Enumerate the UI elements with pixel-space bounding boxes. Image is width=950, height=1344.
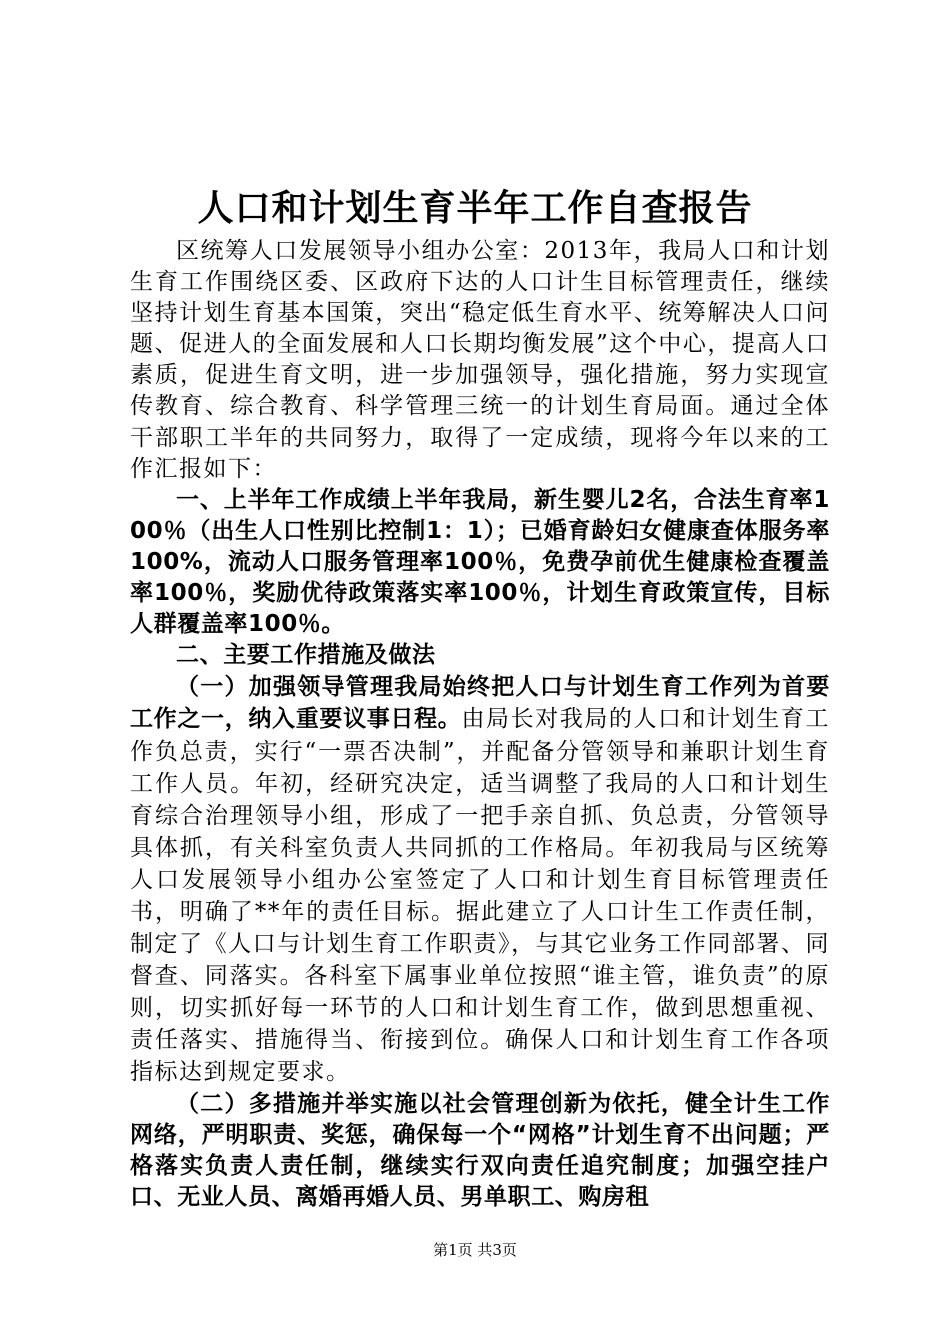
document-body [130,236,830,1213]
intro-paragraph: 区统筹人口发展领导小组办公室：2013年，我局人口和计划生育工作围绕区委、区政府下达的人口计生目标管理责任，继续坚持计划生育基本国策，突出“稳定低生育水平、统筹解决人口问题、促进人的全面发展和人口长期均衡发展”这个中心，提高人口素质，促进生育文明，进一步加强领导，强化措施，努力实现宣传教育、综合教育、科学管理三统一的计划生育局面。通过全体干部职工半年的共同努力，取得了一定成绩，现将今年以来的工作汇报如下： [130,238,830,482]
item-measures-paragraph: （二）多措施并举实施以社会管理创新为依托，健全计生工作网络，严明职责、奖惩，确保每一个“网格”计划生育不出问题；严格落实负责人责任制，继续实行双向责任追究制度；加强空挂户口、无业人员、离婚再婚人员、男单职工、购房租 [130,1090,830,1210]
section-achievements: 一、上半年工作成绩上半年我局，新生婴儿2名，合法生育率100％（出生人口性别比控制1：1）；已婚育龄妇女健康查体服务率100%，流动人口服务管理率100％，免费孕前优生健康检查覆盖率100％，奖励优待政策落实率100％，计划生育政策宣传，目标人群覆盖率100％。 [130,486,830,638]
document-title: 人口和计划生育半年工作自查报告 [197,187,753,229]
item-leadership-heading: （一）加强领导管理我局始终把人口与计划生育工作列为首要工作之一，纳入重要议事日程。 [130,674,830,733]
item-leadership-paragraph [130,671,830,1088]
page-number: 第1页 共3页 [433,1241,517,1259]
section-measures-heading: 二、主要工作措施及做法 [176,642,436,669]
item-leadership-text: 由局长对我局的人口和计划生育工作负总责，实行“一票否决制”，并配备分管领导和兼职计划生育工作人员。年初，经研究决定，适当调整了我局的人口和计划生育综合治理领导小组，形成了一把手亲自抓、负总责，分管领导具体抓，有关科室负责人共同抓的工作格局。年初我局与区统筹人口发展领导小组办公室签定了人口和计划生育目标管理责任书，明确了**年的责任目标。据此建立了人口计生工作责任制，制定了《人口与计划生育工作职责》，与其它业务工作同部署、同督查、同落实。各科室下属事业单位按照“谁主管，谁负责”的原则，切实抓好每一环节的人口和计划生育工作，做到思想重视、责任落实、措施得当、衔接到位。确保人口和计划生育工作各项指标达到规定要求。 [130,706,831,1086]
